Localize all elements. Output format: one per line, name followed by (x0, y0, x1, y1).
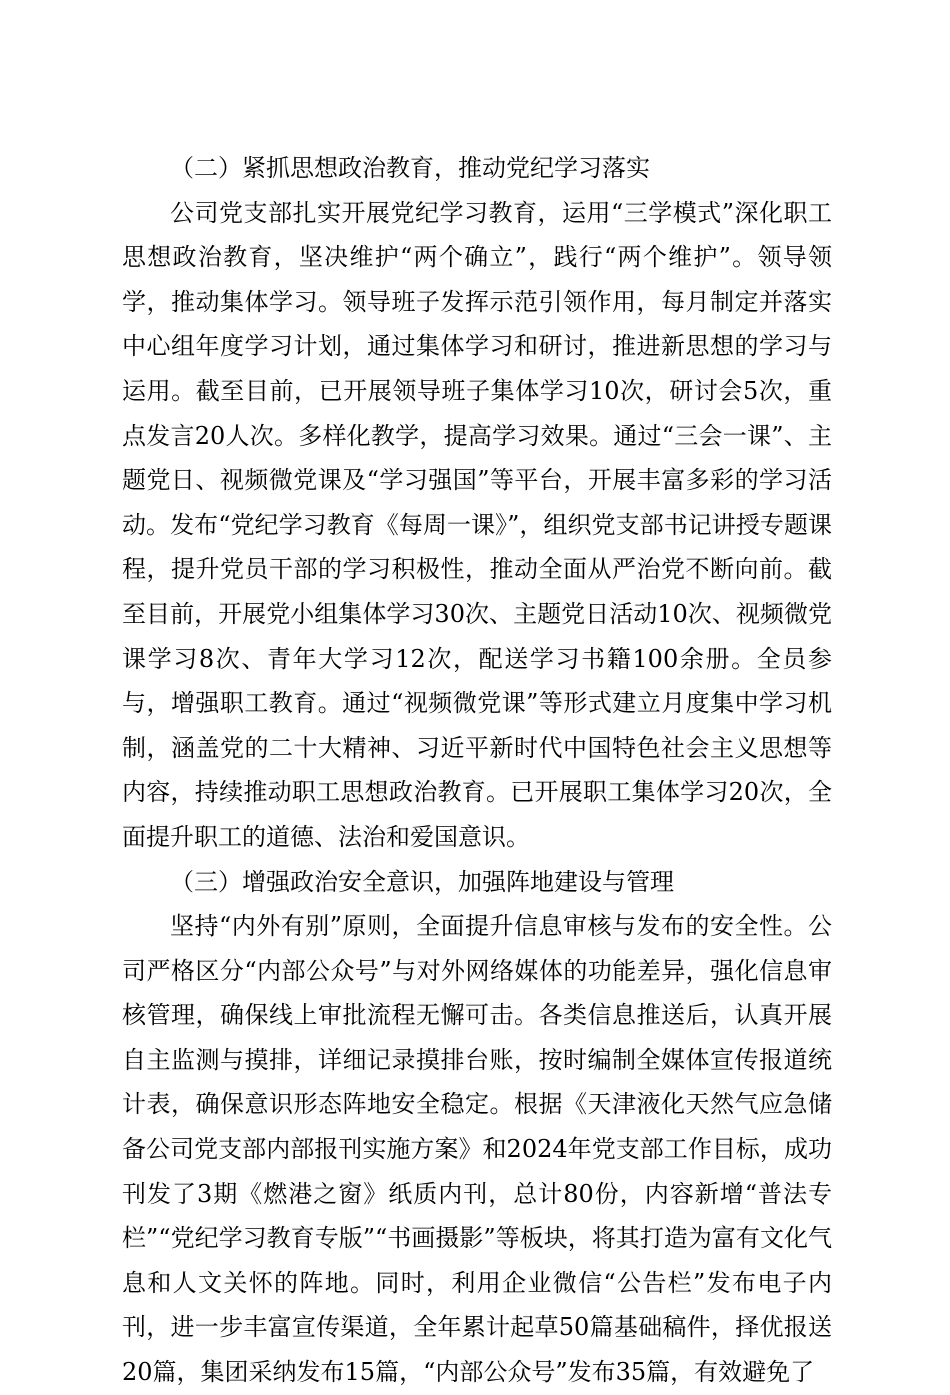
section-2-paragraph: 公司党支部扎实开展党纪学习教育，运用“三学模式”深化职工思想政治教育，坚决维护“两个确立”，践行“两个维护”。领导领学，推动集体学习。领导班子发挥示范引领作用，每月制定并落实中心组年度学习计划，通过集体学习和研讨，推进新思想的学习与运用。截至目前，已开展领导班子集体学习10次，研讨会5次，重点发言20人次。多样化教学，提高学习效果。通过“三会一课”、主题党日、视频微党课及“学习强国”等平台，开展丰富多彩的学习活动。发布“党纪学习教育《每周一课》”，组织党支部书记讲授专题课程，提升党员干部的学习积极性，推动全面从严治党不断向前。截至目前，开展党小组集体学习30次、主题党日活动10次、视频微党课学习8次、青年大学习12次，配送学习书籍100余册。全员参与，增强职工教育。通过“视频微党课”等形式建立月度集中学习机制，涵盖党的二十大精神、习近平新时代中国特色社会主义思想等内容，持续推动职工思想政治教育。已开展职工集体学习20次，全面提升职工的道德、法治和爱国意识。 (122, 198, 832, 851)
section-3-paragraph: 坚持“内外有别”原则，全面提升信息审核与发布的安全性。公司严格区分“内部公众号”与对外网络媒体的功能差异，强化信息审核管理，确保线上审批流程无懈可击。各类信息推送后，认真开展自主监测与摸排，详细记录摸排台账，按时编制全媒体宣传报道统计表，确保意识形态阵地安全稳定。根据《天津液化天然气应急储备公司党支部内部报刊实施方案》和2024年党支部工作目标，成功刊发了3期《燃港之窗》纸质内刊，总计80份，内容新增“普法专栏”“党纪学习教育专版”“书画摄影”等板块，将其打造为富有文化气息和人文关怀的阵地。同时，利用企业微信“公告栏”发布电子内刊，进一步丰富宣传渠道，全年累计起草50篇基础稿件，择优报送20篇，集团采纳发布15篇，“内部公众号”发布35篇，有效避免了 (122, 912, 832, 1387)
section-3-heading: （三）增强政治安全意识，加强阵地建设与管理 (170, 867, 674, 896)
document-body (122, 146, 832, 1395)
section-2-heading: （二）紧抓思想政治教育，推动党纪学习落实 (170, 154, 650, 182)
